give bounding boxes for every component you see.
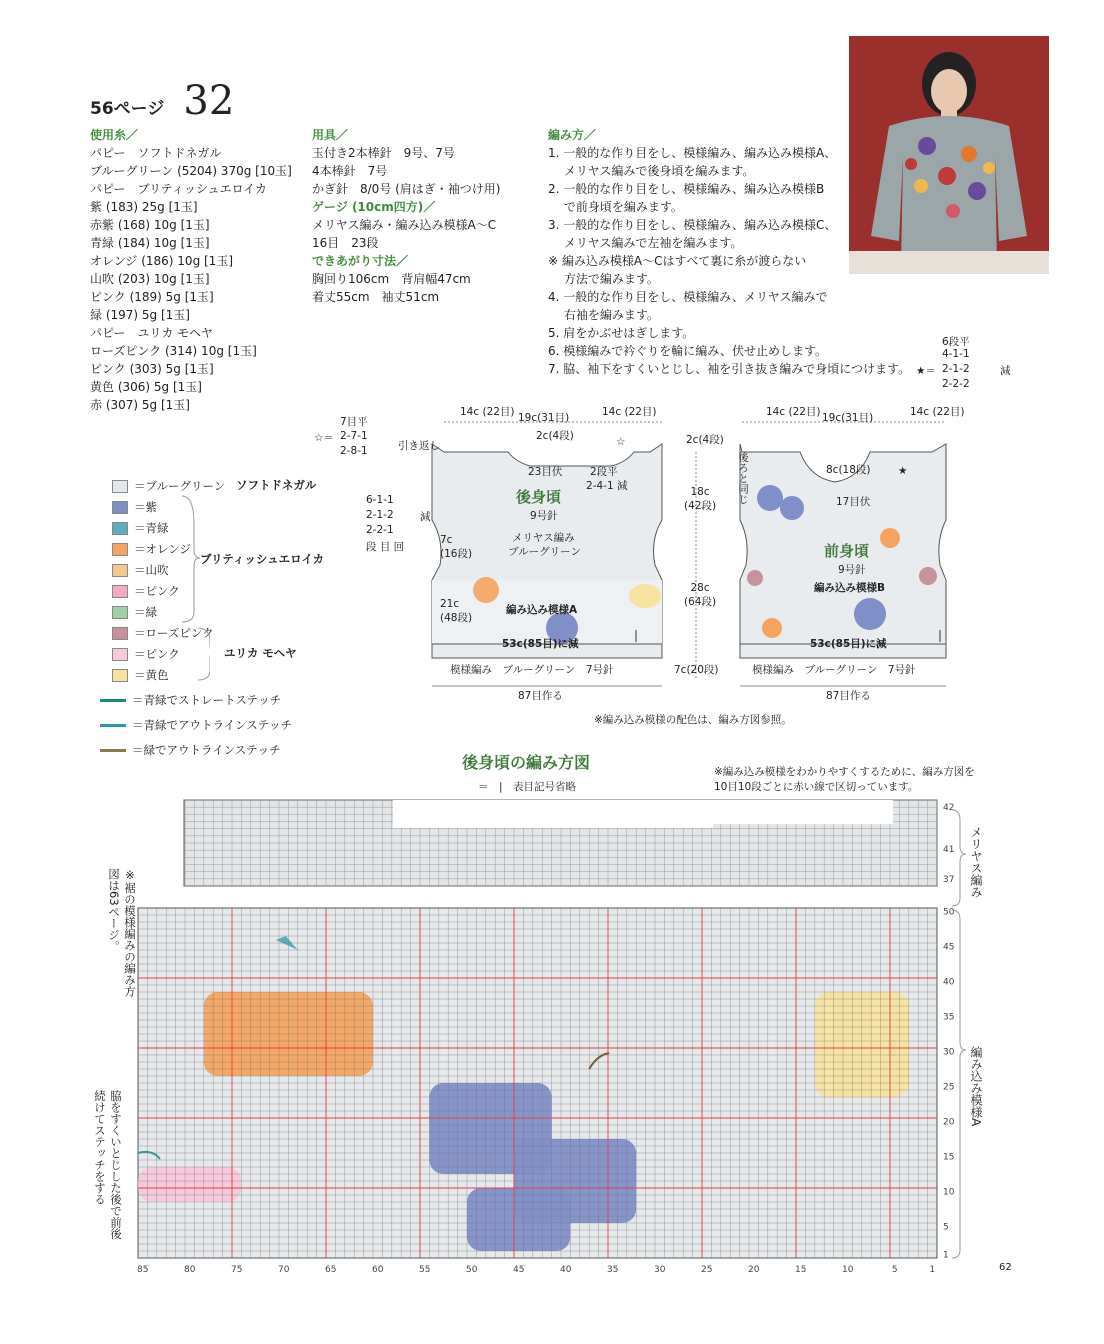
y-axis-label: 10 <box>943 1187 955 1198</box>
legend-label: ＝ピンク <box>134 647 180 661</box>
front-motif <box>762 618 782 638</box>
shoulder-head: 7目平 <box>340 416 368 428</box>
legend-item <box>112 604 157 620</box>
top-row-label: 42 <box>943 803 955 813</box>
color-swatch <box>112 480 128 493</box>
legend-label: ＝黄色 <box>134 668 169 682</box>
y-axis-label: 20 <box>943 1117 955 1128</box>
legend-label: ＝紫 <box>134 500 157 514</box>
front-needle: 9号針 <box>838 564 866 576</box>
front-neck: 8c(18段) <box>826 464 871 476</box>
x-axis-label: 40 <box>559 1265 572 1275</box>
material-line: ピンク (189) 5g [1玉] <box>90 290 214 304</box>
y-axis-label: 40 <box>943 977 955 988</box>
tools-section <box>312 126 501 306</box>
front-inlay: 編み込み模様B <box>814 582 886 594</box>
front-motif <box>880 528 900 548</box>
chart-note: ※編み込み模様をわかりやすくするために、編み方図を 10目10段ごとに赤い線で区切っています。 <box>714 766 975 793</box>
material-line: ローズピンク (314) 10g [1玉] <box>90 344 257 358</box>
shoulder-mark: ☆＝ <box>314 432 334 444</box>
method-step: 4. 一般的な作り目をし、模様編み、メリヤス編みで <box>548 290 828 304</box>
legend-label: ＝緑 <box>134 605 157 619</box>
material-line: 紫 (183) 25g [1玉] <box>90 200 198 214</box>
y-axis-label: 25 <box>943 1082 955 1093</box>
method-step: 6. 模様編みで衿ぐりを輪に編み、伏せ止めします。 <box>548 344 828 358</box>
material-line: 赤紫 (168) 10g [1玉] <box>90 218 210 232</box>
arm-row: 2-1-2 <box>366 509 394 521</box>
pattern-number: 32 <box>183 78 235 124</box>
front-motif <box>780 496 804 520</box>
method-title: 編み方／ <box>548 128 597 142</box>
back-needle: 9号針 <box>530 510 558 522</box>
left-note-hem: ※裾の模様編みの編み方図は63ページ。 <box>107 868 137 997</box>
star-row: 2-2-2 <box>942 378 970 390</box>
method-step: メリヤス編みで左袖を編みます。 <box>548 236 743 250</box>
size-line: 胸回り106cm 背肩幅47cm <box>312 272 471 286</box>
legend-label: ＝青緑 <box>134 521 169 535</box>
size-line: 着丈55cm 袖丈51cm <box>312 290 440 304</box>
front-bind: 17目伏 <box>836 496 871 508</box>
front-rib: 模様編み ブルーグリーン 7号針 <box>752 664 916 676</box>
page-reference <box>90 78 234 124</box>
arm-row: 2-2-1 <box>366 524 394 536</box>
arm-row: 6-1-1 <box>366 494 394 506</box>
gauge-line: メリヤス編み・編み込み模様A〜C <box>312 218 497 232</box>
symbol-note: ＝ | 表目記号省略 <box>478 781 577 793</box>
star-row: 2-1-2 <box>942 363 970 375</box>
back-pattern1: メリヤス編み <box>512 532 575 544</box>
front-top-left-dim: 14c (22目) <box>766 406 821 418</box>
front-top-mid-dim: 19c(31目) <box>822 412 874 424</box>
material-line: オレンジ (186) 10g [1玉] <box>90 254 233 268</box>
page-number: 62 <box>999 1262 1012 1273</box>
front-bottom: 53c(85目)に減 <box>810 638 887 650</box>
x-axis-label: 1 <box>929 1265 936 1275</box>
size-title: できあがり寸法／ <box>312 254 409 268</box>
front-motif <box>854 598 886 630</box>
neck-step <box>713 800 893 824</box>
legend-label: ＝ブルーグリーン <box>134 479 226 493</box>
gauge-line: 16目 23段 <box>312 236 379 250</box>
x-axis-label: 60 <box>371 1265 384 1275</box>
tools-line: かぎ針 8/0号 (肩はぎ・袖つけ用) <box>312 182 501 196</box>
method-step: ※ 編み込み模様A〜Cはすべて裏に糸が渡らない <box>548 254 807 268</box>
x-axis-label: 15 <box>794 1265 807 1275</box>
model-photo <box>849 36 1049 274</box>
method-step: 7. 脇、袖下をすくいとじし、袖を引き抜き編みで身頃につけます。 <box>548 362 911 376</box>
page-ref-label: 56ページ <box>90 99 165 119</box>
x-axis-label: 45 <box>512 1265 525 1275</box>
x-axis-label: 50 <box>465 1265 478 1275</box>
back-top-left-dim: 14c (22目) <box>460 406 515 418</box>
stitch-legend-item <box>100 742 281 758</box>
tools-line: 玉付き2本棒針 9号、7号 <box>312 146 455 160</box>
x-axis-label: 70 <box>277 1265 290 1275</box>
method-step: 1. 一般的な作り目をし、模様編み、編み込み模様A、 <box>548 146 837 160</box>
materials-section <box>90 126 292 414</box>
front-motif <box>747 570 763 586</box>
back-top-right-dim: 14c (22目) <box>602 406 657 418</box>
tools-title: 用具／ <box>312 128 349 142</box>
stitch-label: ＝緑でアウトラインステッチ <box>132 743 281 757</box>
color-swatch <box>112 564 128 577</box>
back-motif <box>473 577 499 603</box>
side-label-stockinette: メリヤス編み <box>969 826 983 898</box>
back-top-mid-dim: 19c(31目) <box>518 412 570 424</box>
back-neck-dec-head: 2段平 <box>590 466 618 478</box>
legend-item <box>112 562 169 578</box>
front-star: ★ <box>898 465 908 477</box>
legend-item <box>112 520 169 536</box>
stitch-label: ＝青緑でストレートステッチ <box>132 693 282 707</box>
material-line: パピー ユリカ モヘヤ <box>90 326 213 340</box>
stitch-legend-item <box>100 717 292 733</box>
yarn-label-donegal: ソフトドネガル <box>236 478 317 492</box>
materials-title: 使用糸／ <box>90 128 139 142</box>
legend-label: ＝ピンク <box>134 584 180 598</box>
stitch-label: ＝青緑でアウトラインステッチ <box>132 718 293 732</box>
material-line: 緑 (197) 5g [1玉] <box>90 308 190 322</box>
neck-opening <box>393 800 713 828</box>
back-pattern2: ブルーグリーン <box>508 546 581 558</box>
yarn-label-eroika: ブリティッシュエロイカ <box>200 552 324 566</box>
front-cast: 87目作る <box>826 690 871 702</box>
color-swatch <box>112 585 128 598</box>
back-motif <box>629 584 661 608</box>
material-line: 山吹 (203) 10g [1玉] <box>90 272 210 286</box>
material-line: 青緑 (184) 10g [1玉] <box>90 236 210 250</box>
chart-title: 後身頃の編み方図 <box>462 753 591 772</box>
legend-item <box>112 667 169 683</box>
material-line: ピンク (303) 5g [1玉] <box>90 362 214 376</box>
star-suffix: 減 <box>1000 365 1011 377</box>
front-motif <box>919 567 937 585</box>
legend-braces <box>180 494 210 684</box>
back-neck-dec: 2-4-1 減 <box>586 480 628 492</box>
back-rib: 模様編み ブルーグリーン 7号針 <box>450 664 614 676</box>
method-step: 方法で編みます。 <box>548 272 659 286</box>
material-line: ブルーグリーン (5204) 370g [10玉] <box>90 164 292 178</box>
stitch-legend-item <box>100 692 281 708</box>
stitch-line <box>100 749 126 752</box>
shoulder-note: 引き返し <box>398 440 440 452</box>
stitch-line <box>100 724 126 727</box>
arm-dec: 減 <box>420 511 431 523</box>
back-bottom: 53c(85目)に減 <box>502 638 579 650</box>
tools-line: 4本棒針 7号 <box>312 164 388 178</box>
method-step: 3. 一般的な作り目をし、模様編み、編み込み模様C、 <box>548 218 837 232</box>
mid-dim: 2c(4段) <box>686 434 724 446</box>
back-cast: 87目作る <box>518 690 563 702</box>
arm-head: 段 目 回 <box>366 541 405 553</box>
model-illustration <box>849 36 1049 274</box>
color-swatch <box>112 627 128 640</box>
y-axis-label: 50 <box>943 907 955 918</box>
gauge-title: ゲージ (10cm四方)／ <box>312 200 436 214</box>
x-axis-label: 10 <box>841 1265 854 1275</box>
front-same: 後ろと同じ <box>737 452 749 505</box>
x-axis-label: 75 <box>230 1265 243 1275</box>
material-line: 黄色 (306) 5g [1玉] <box>90 380 202 394</box>
x-axis-label: 80 <box>183 1265 196 1275</box>
top-row-label: 41 <box>943 845 955 855</box>
x-axis-label: 35 <box>606 1265 619 1275</box>
x-axis-label: 5 <box>891 1265 898 1275</box>
front-title: 前身頃 <box>824 542 870 560</box>
method-step: 右袖を編みます。 <box>548 308 659 322</box>
method-step: 5. 肩をかぶせはぎします。 <box>548 326 695 340</box>
color-swatch <box>112 522 128 535</box>
color-note: ※編み込み模様の配色は、編み方図参照。 <box>594 714 792 726</box>
method-step: メリヤス編みで後身頃を編みます。 <box>548 164 755 178</box>
back-inlay: 編み込み模様A <box>506 604 578 616</box>
star-label: ★＝ <box>916 365 936 377</box>
stitch-line <box>100 699 126 702</box>
back-side1: 7c (16段) <box>440 534 473 560</box>
color-swatch <box>112 543 128 556</box>
method-step: で前身頃を編みます。 <box>548 200 683 214</box>
material-line: パピー ブリティッシュエロイカ <box>90 182 267 196</box>
grape-motif <box>467 1188 570 1251</box>
star-outline-mark: ☆ <box>616 436 626 448</box>
mid-dim: 7c(20段) <box>674 664 719 676</box>
x-axis-label: 85 <box>136 1265 149 1275</box>
legend-label: ＝オレンジ <box>134 542 191 556</box>
star-head: 6段平 <box>942 336 970 348</box>
back-title: 後身頃 <box>516 488 562 506</box>
material-line: 赤 (307) 5g [1玉] <box>90 398 190 412</box>
shoulder-row: 2-8-1 <box>340 445 368 457</box>
knitting-chart <box>130 796 970 1276</box>
x-axis-label: 65 <box>324 1265 337 1275</box>
legend-label: ＝山吹 <box>134 563 169 577</box>
material-line: パピー ソフトドネガル <box>90 146 222 160</box>
berry-motif <box>138 1167 241 1202</box>
legend-item <box>112 583 180 599</box>
side-label-inlay: 編み込み模様A <box>969 1046 983 1127</box>
x-axis-label: 55 <box>418 1265 431 1275</box>
legend-item <box>112 478 225 494</box>
method-step: 2. 一般的な作り目をし、模様編み、編み込み模様B <box>548 182 825 196</box>
x-axis-label: 30 <box>653 1265 666 1275</box>
chart-braces <box>950 806 970 1266</box>
color-swatch <box>112 669 128 682</box>
front-motif <box>757 485 783 511</box>
mid-dim: 18c (42段) <box>684 486 717 512</box>
star-row: 4-1-1 <box>942 348 970 360</box>
color-swatch <box>112 648 128 661</box>
top-row-label: 37 <box>943 875 955 885</box>
legend-item <box>112 499 157 515</box>
color-swatch <box>112 501 128 514</box>
mid-dim: 28c (64段) <box>684 582 717 608</box>
y-axis-label: 15 <box>943 1152 955 1163</box>
x-axis-label: 20 <box>747 1265 760 1275</box>
back-side2: 21c (48段) <box>440 598 473 624</box>
y-axis-label: 1 <box>943 1250 949 1261</box>
legend-item <box>112 646 180 662</box>
star-decrease <box>916 334 1016 394</box>
front-top-right-dim: 14c (22目) <box>910 406 965 418</box>
left-note-stitch: 脇をすくいとじした後で前後続けてステッチをする <box>93 1090 123 1240</box>
shoulder-row: 2-7-1 <box>340 430 368 442</box>
x-axis-label: 25 <box>700 1265 713 1275</box>
back-neck-bind: 23目伏 <box>528 466 563 478</box>
materials-list <box>90 144 292 414</box>
y-axis-label: 30 <box>943 1047 955 1058</box>
grape-motif <box>429 1083 551 1174</box>
yarn-label-mohair: ユリカ モヘヤ <box>224 646 297 660</box>
back-neck-rows: 2c(4段) <box>536 430 574 442</box>
y-axis-label: 45 <box>943 942 955 953</box>
legend-label: ＝ローズピンク <box>134 626 214 640</box>
y-axis-label: 35 <box>943 1012 955 1023</box>
color-swatch <box>112 606 128 619</box>
y-axis-label: 5 <box>943 1222 949 1233</box>
